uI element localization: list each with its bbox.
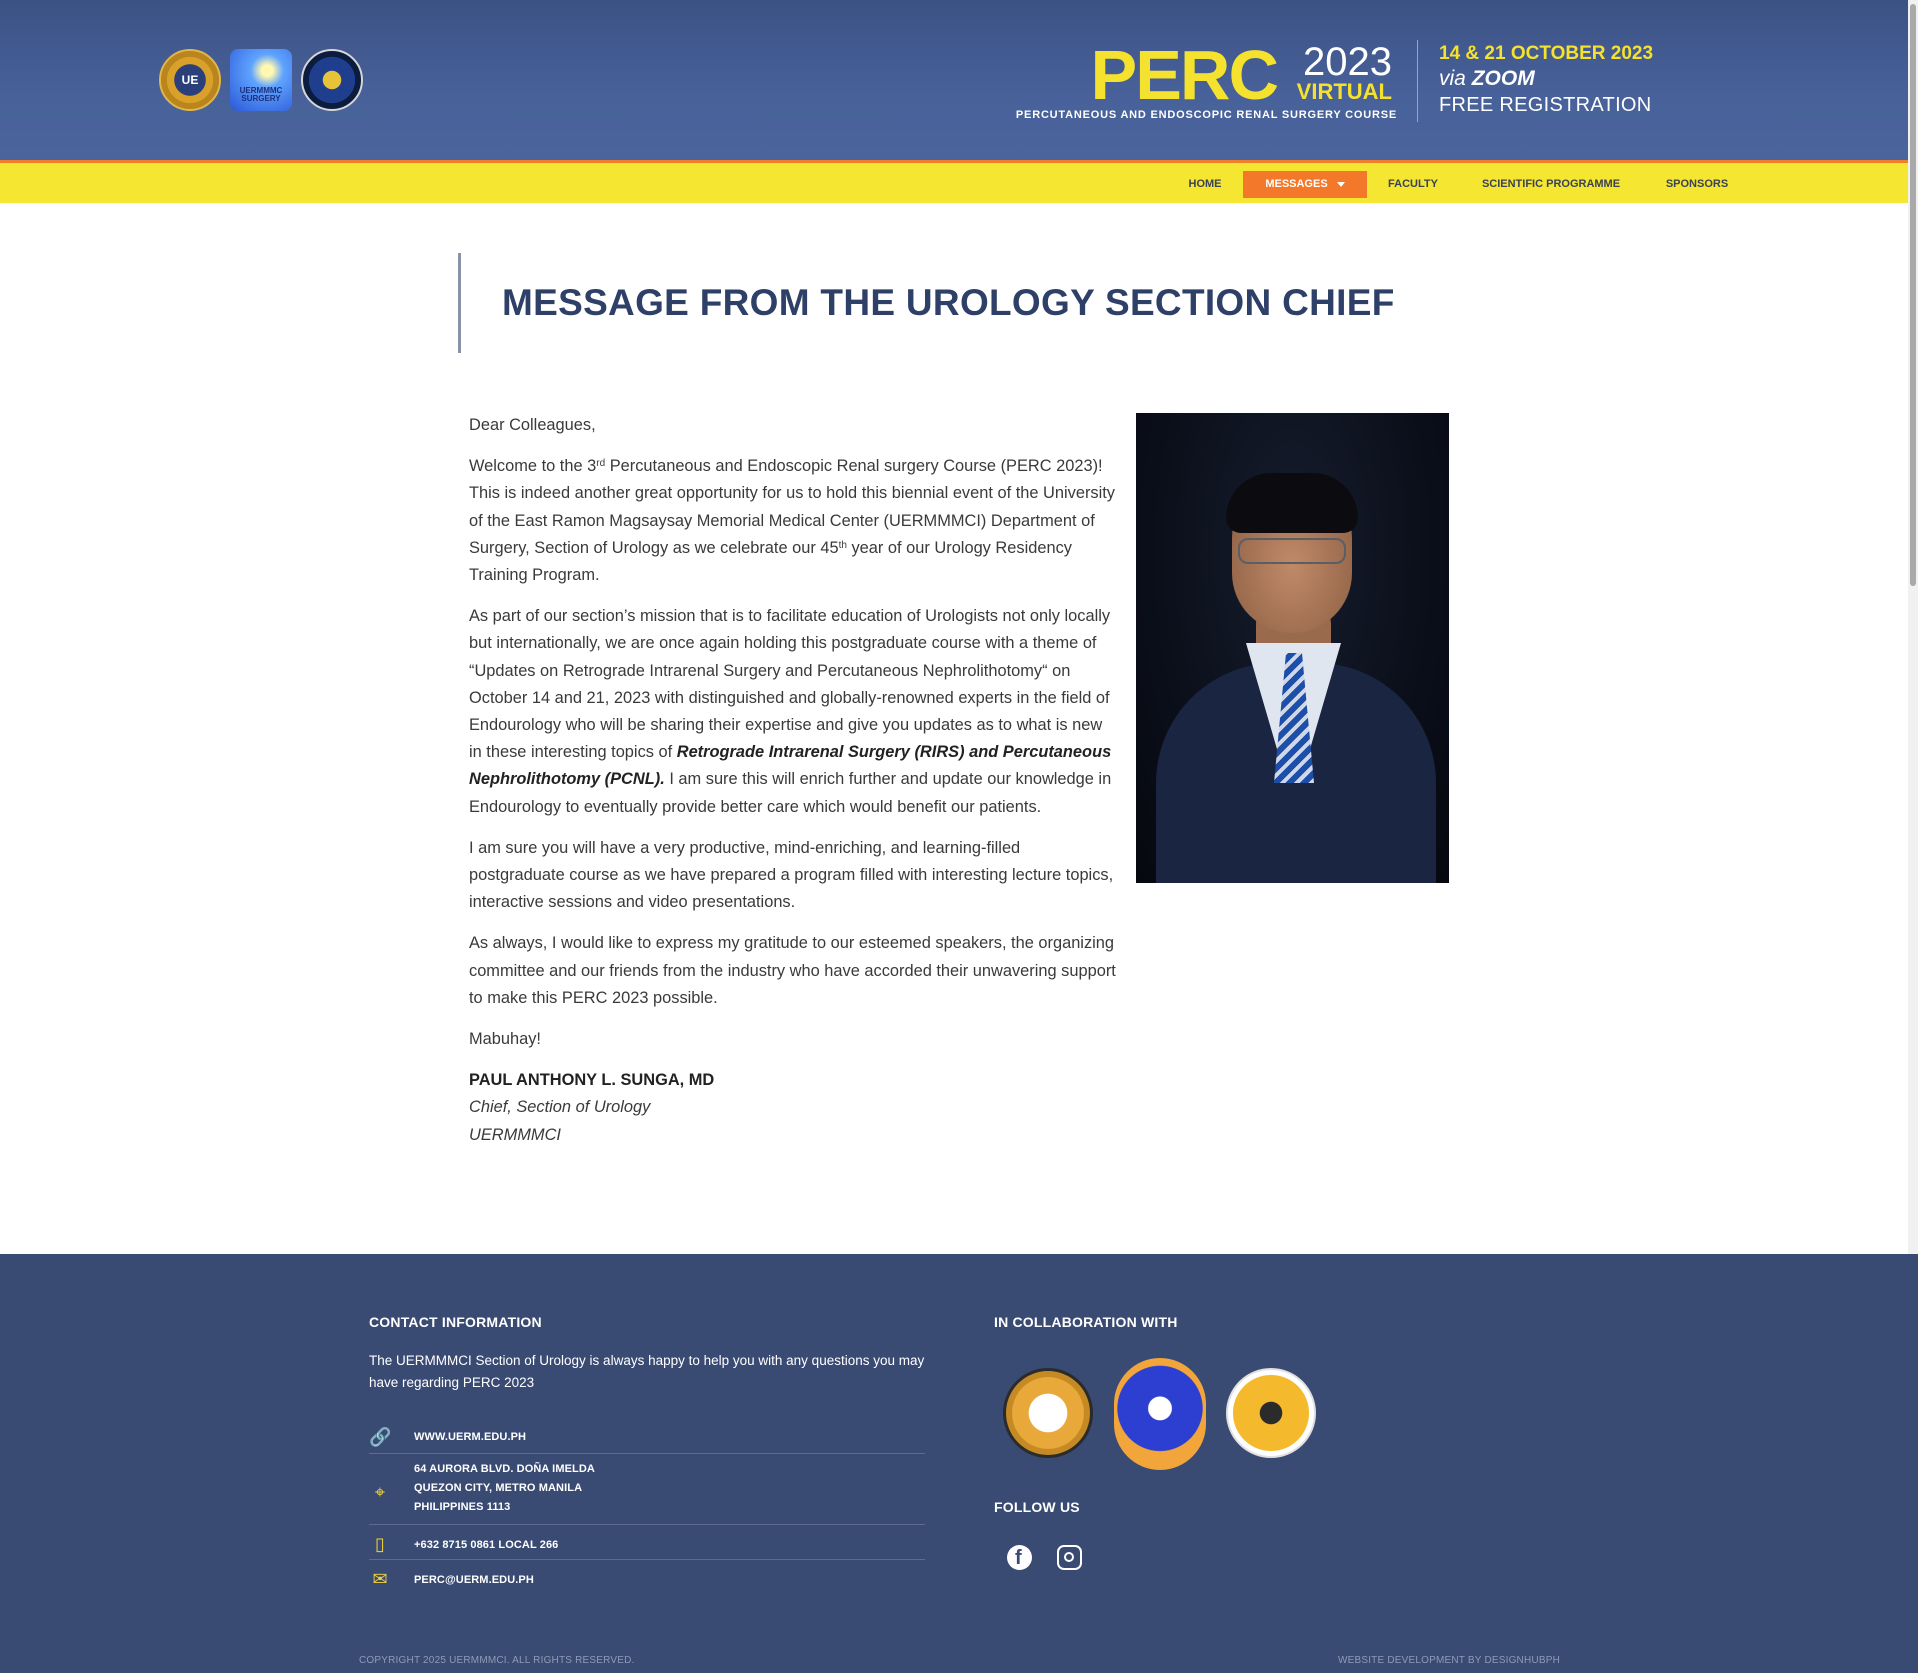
urology-section-logo[interactable] (301, 49, 363, 111)
nav-home[interactable]: HOME (1188, 178, 1222, 190)
page-title: MESSAGE FROM THE UROLOGY SECTION CHIEF (502, 282, 1395, 323)
text-segment: I am sure this will enrich further and update our knowledge in Endourology to eventually provide better care which would benefit our patients. (469, 770, 1112, 816)
event-registration: FREE REGISTRATION (1439, 94, 1652, 116)
contact-description: The UERMMMCI Section of Urology is always happy to help you with any questions you may have regarding PERC 2023 (369, 1353, 925, 1390)
collaboration-heading: IN COLLABORATION WITH (994, 1314, 1178, 1330)
via-label: via (1439, 67, 1466, 90)
developer-credit[interactable]: WEBSITE DEVELOPMENT BY DESIGNHUBPH (1337, 1655, 1560, 1666)
address-line: QUEZON CITY, METRO MANILA (414, 1482, 583, 1494)
email-text[interactable]: PERC@UERM.EDU.PH (414, 1574, 534, 1586)
philippine-urological-association-logo[interactable] (1003, 1368, 1093, 1458)
signature-name: PAUL ANTHONY L. SUNGA, MD (469, 1071, 715, 1090)
scrollbar-thumb[interactable] (1910, 4, 1916, 586)
event-info (1439, 42, 1699, 119)
event-platform (1439, 66, 1699, 92)
nav-faculty[interactable]: FACULTY (1388, 178, 1438, 190)
copyright-text: COPYRIGHT 2025 UERMMMCI. ALL RIGHTS RESERVED. (359, 1655, 635, 1666)
greeting: Dear Colleagues, (469, 416, 596, 434)
brand-mode: VIRTUAL (1296, 79, 1392, 104)
site-footer (0, 1254, 1918, 1673)
logo-text: UERMMMC SURGERY (239, 86, 283, 103)
contact-heading: CONTACT INFORMATION (369, 1314, 542, 1330)
brand-divider (1417, 40, 1418, 122)
paragraph-welcome (469, 453, 1119, 589)
signature-org: UERMMMCI (469, 1125, 561, 1144)
text-segment: As part of our section’s mission that is to facilitate education of Urologists not only locally but internationally, we are once again holding this postgraduate course with a theme of “Updates on Retrograde Intrarenal Surgery and Percutaneous Nephrolithotomy“ on October 14 and 21, 2023 with distinguished and globally-renowned experts in the field of Endourology who will be sharing their expertise and give you updates as to what is new in these interesting topics of (469, 607, 1111, 762)
closing: Mabuhay! (469, 1030, 541, 1049)
emphasis-text: Retrograde Intrarenal Surgery (RIRS) and Percutaneous Nephrolithotomy (PCNL). (469, 743, 1112, 789)
website-text[interactable]: WWW.UERM.EDU.PH (414, 1431, 527, 1443)
main-nav (0, 160, 1918, 203)
contact-address (369, 1459, 925, 1525)
message-body (469, 412, 1119, 1149)
nav-messages-label: MESSAGES (1265, 178, 1328, 190)
title-accent-bar (458, 253, 461, 353)
platform-name: ZOOM (1471, 67, 1535, 90)
nav-scientific-programme[interactable]: SCIENTIFIC PROGRAMME (1481, 178, 1621, 190)
map-icon: ⌖ (374, 1482, 386, 1502)
signature-role: Chief, Section of Urology (469, 1098, 651, 1117)
instagram-icon[interactable] (1057, 1545, 1082, 1570)
chevron-down-icon (1337, 182, 1345, 187)
uerm-seal-logo[interactable] (159, 49, 221, 111)
text-segment: Welcome to the 3 (469, 457, 597, 476)
paragraph-program: I am sure you will have a very productive, mind-enriching, and learning-filled postgraduate course as we have prepared a program filled with interesting lecture topics, interactive sessions and video presentations. (469, 838, 1114, 912)
nav-messages[interactable] (1243, 171, 1367, 198)
event-dates: 14 & 21 OCTOBER 2023 (1439, 43, 1654, 64)
superscript: th (838, 539, 847, 551)
brand-subtitle: PERCUTANEOUS AND ENDOSCOPIC RENAL SURGERY COURSE (1015, 109, 1397, 121)
uermmmc-surgery-logo[interactable] (230, 49, 292, 111)
address-line: 64 AURORA BLVD. DOÑA IMELDA (414, 1463, 595, 1475)
photo-hair (1226, 473, 1358, 533)
logo-text: UE (181, 73, 199, 87)
contact-website[interactable] (369, 1424, 925, 1454)
paragraph-mission (469, 603, 1119, 821)
brand-name: PERC (1090, 36, 1277, 114)
address-line: PHILIPPINES 1113 (414, 1501, 511, 1513)
nav-sponsors[interactable]: SPONSORS (1665, 178, 1729, 190)
phone-icon: ▯ (375, 1534, 385, 1554)
contact-phone[interactable] (369, 1530, 925, 1560)
brand-year: 2023 (1303, 40, 1392, 84)
photo-glasses (1238, 538, 1346, 564)
link-icon: 🔗 (369, 1427, 392, 1447)
philippine-endourological-society-logo[interactable] (1114, 1358, 1206, 1470)
paragraph-gratitude: As always, I would like to express my gratitude to our esteemed speakers, the organizing committee and our friends from the industry who have accorded their unwavering support to make this PERC 2023 possible. (469, 934, 1116, 1007)
follow-heading: FOLLOW US (994, 1499, 1080, 1515)
partner-society-logo[interactable] (1226, 1368, 1316, 1458)
portrait-photo (1136, 413, 1449, 883)
text-segment: Percutaneous and Endoscopic Renal surgery Course (PERC 2023)! This is indeed another great opportunity for us to hold this biennial event of the University of the East Ramon Magsaysay Memorial Medical Center (UERMMMCI) Department of Surgery, Section of Urology as we celebrate our 45 (469, 457, 1115, 557)
phone-text[interactable]: +632 8715 0861 LOCAL 266 (414, 1539, 559, 1551)
facebook-icon[interactable]: f (1007, 1545, 1032, 1570)
site-header (0, 0, 1918, 160)
contact-email[interactable] (369, 1565, 925, 1595)
superscript: rd (596, 458, 606, 470)
perc-brand[interactable] (990, 36, 1400, 122)
text-segment: year of our Urology Residency Training Program. (469, 538, 1072, 585)
email-icon: ✉ (372, 1569, 388, 1589)
